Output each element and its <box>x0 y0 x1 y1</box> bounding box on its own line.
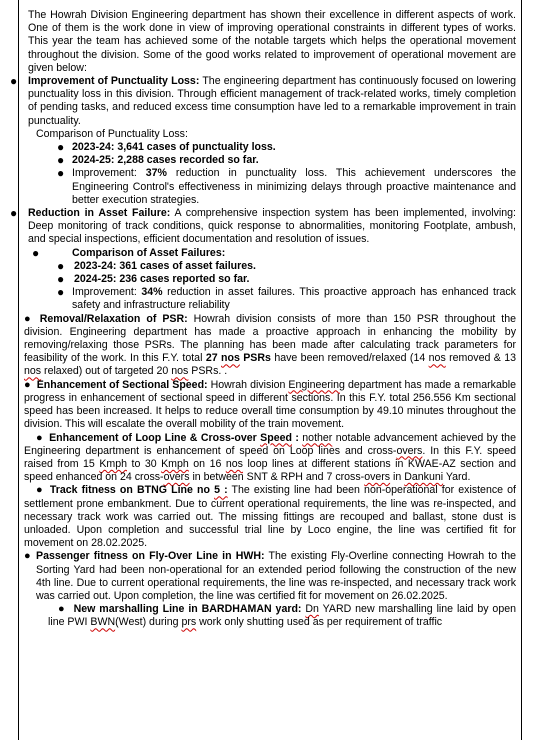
table-border-right <box>521 0 522 740</box>
table-border-left <box>18 0 19 740</box>
bullet-icon: ● <box>58 603 66 616</box>
punctuality-section <box>10 74 516 207</box>
bullet-icon: ● <box>10 206 18 221</box>
loop-section: ● Enhancement of Loop Line & Cross-over Speed : nother notable advancement achieved by the Engineering department is enhancement of speed on Loop lines and cross-overs. In this F.Y. speed raised from 15 Kmph to 30 Kmph on 16 nos loop lines at different stations in KWAE-AZ section and speed enhanced on 24 cross-overs in between SNT & RPH and 7 cross-overs in Dankuni Yard. <box>24 431 517 484</box>
asset-text: A comprehensive inspection system has been implemented, involving: Deep monitoring of track conditions, quick response to abnormalities, monitoring Footplate, ambush, and special inspections, efficient documentation and resolution of issues. <box>28 207 516 246</box>
punctuality-comparison-label: Comparison of Punctuality Loss: <box>36 127 188 140</box>
punctuality-text: The engineering department has continuously focused on lowering punctuality loss in this division. Through efficient management of track-related works, timely completion of pending tasks, and reduced excess time consumption have led to a remarkable improvement in train punctuality. <box>28 75 516 127</box>
asset-bullet-2024: 2024-25: 236 cases reported so far. <box>74 273 250 286</box>
asset-bullet-2023: 2023-24: 361 cases of asset failures. <box>74 259 256 272</box>
bullet-icon: ● <box>24 312 34 325</box>
bullet-icon: ● <box>10 74 18 89</box>
marshalling-section: ● New marshalling Line in BARDHAMAN yard: Dn YARD new marshalling line laid by open line PWI BWN(West) during prs work only shutting used as per requirement of traffic <box>48 603 516 629</box>
bullet-icon: ● <box>57 272 65 287</box>
bullet-icon: ● <box>57 140 65 155</box>
bullet-icon: ● <box>32 245 40 260</box>
punctuality-improvement: Improvement: 37% reduction in punctuality loss. This achievement underscores the Engineering Control's effectiveness in minimizing delays through proactive maintenance and better execution strategies. <box>72 167 516 206</box>
psr-heading: Removal/Relaxation of PSR: <box>39 312 188 325</box>
loop-heading: Enhancement of Loop Line & Cross-over Speed : <box>49 431 299 444</box>
document-body <box>10 9 517 630</box>
punctuality-heading: Improvement of Punctuality Loss: <box>28 75 200 88</box>
bullet-icon: ● <box>24 550 31 563</box>
asset-heading: Reduction in Asset Failure: <box>28 207 171 220</box>
btng-section: ● Track fitness on BTNG Line no 5 : The existing line had been non-operational for existence of settlement prone embankment. Due to current operational requirements, the line was re-inspected, and necessary track work was carried out. The missing fittings are recouped and ballast, stone dust is unloaded. Upon completion and successful trial line by Loco engine, the line was certified fit for movement on 28.02.2025. <box>24 484 516 550</box>
asset-comparison-label: Comparison of Asset Failures: <box>72 246 226 259</box>
flyover-heading: Passenger fitness on Fly-Over Line in HWH: <box>36 550 265 563</box>
punctuality-bullet-2023: 2023-24: 3,641 cases of punctuality loss. <box>72 141 276 154</box>
intro-paragraph: The Howrah Division Engineering department has shown their excellence in different aspects of work. One of them is the work done in view of improving operational constraints in different types of works. This year the team has achieved some of the notable targets which helps the operational movement throughout the division. Some of the good works related to improvement of operational movement are given below: <box>28 9 516 74</box>
bullet-icon: ● <box>36 431 44 444</box>
speed-section: ● Enhancement of Sectional Speed: Howrah division Engineering department has made a remarkable progress in enhancement of sectional speed in different sections. In this F.Y. total 256.556 Km sectional speed has been increased. It helps to reduce overall time consumption by 49.10 minutes throughout the division. This will escalate the overall mobility of the train movement. <box>24 378 516 431</box>
asset-section <box>10 206 516 313</box>
btng-heading: Track fitness on BTNG Line no 5 : <box>49 484 228 497</box>
bullet-icon: ● <box>36 484 44 497</box>
bullet-icon: ● <box>57 153 65 168</box>
bullet-icon: ● <box>24 378 31 391</box>
speed-heading: Enhancement of Sectional Speed: <box>36 378 208 391</box>
punctuality-bullet-2024: 2024-25: 2,288 cases recorded so far. <box>72 154 259 167</box>
marshalling-heading: New marshalling Line in BARDHAMAN yard: <box>73 603 302 616</box>
bullet-icon: ● <box>57 166 65 181</box>
psr-section: ● Removal/Relaxation of PSR: Howrah division consists of more than 150 PSR throughout the division. Engineering department has made a proactive approach in enhancing the mobility by removing/relaxing those PSRs. The planning has been made after calculating track parameters for feasibility of the work. In this F.Y. total 27 nos PSRs have been removed/relaxed (14 nos removed & 13 nos relaxed) out of targeted 20 nos PSRs. . <box>24 312 516 378</box>
flyover-section: ● Passenger fitness on Fly-Over Line in HWH: The existing Fly-Overline connecting Howrah to the Sorting Yard had been non-operational for an extended period following the construction of the new 4th line. Due to current operational requirements, the line was re-inspected, and necessary track work was carried out. Upon completion, the line was certified fit for movement on 26.02.2025. <box>24 550 516 602</box>
asset-improvement: Improvement: 34% reduction in asset failures. This proactive approach has enhanced track safety and infrastructure reliability <box>72 286 516 312</box>
bullet-icon: ● <box>57 285 65 300</box>
bullet-icon: ● <box>57 258 65 273</box>
